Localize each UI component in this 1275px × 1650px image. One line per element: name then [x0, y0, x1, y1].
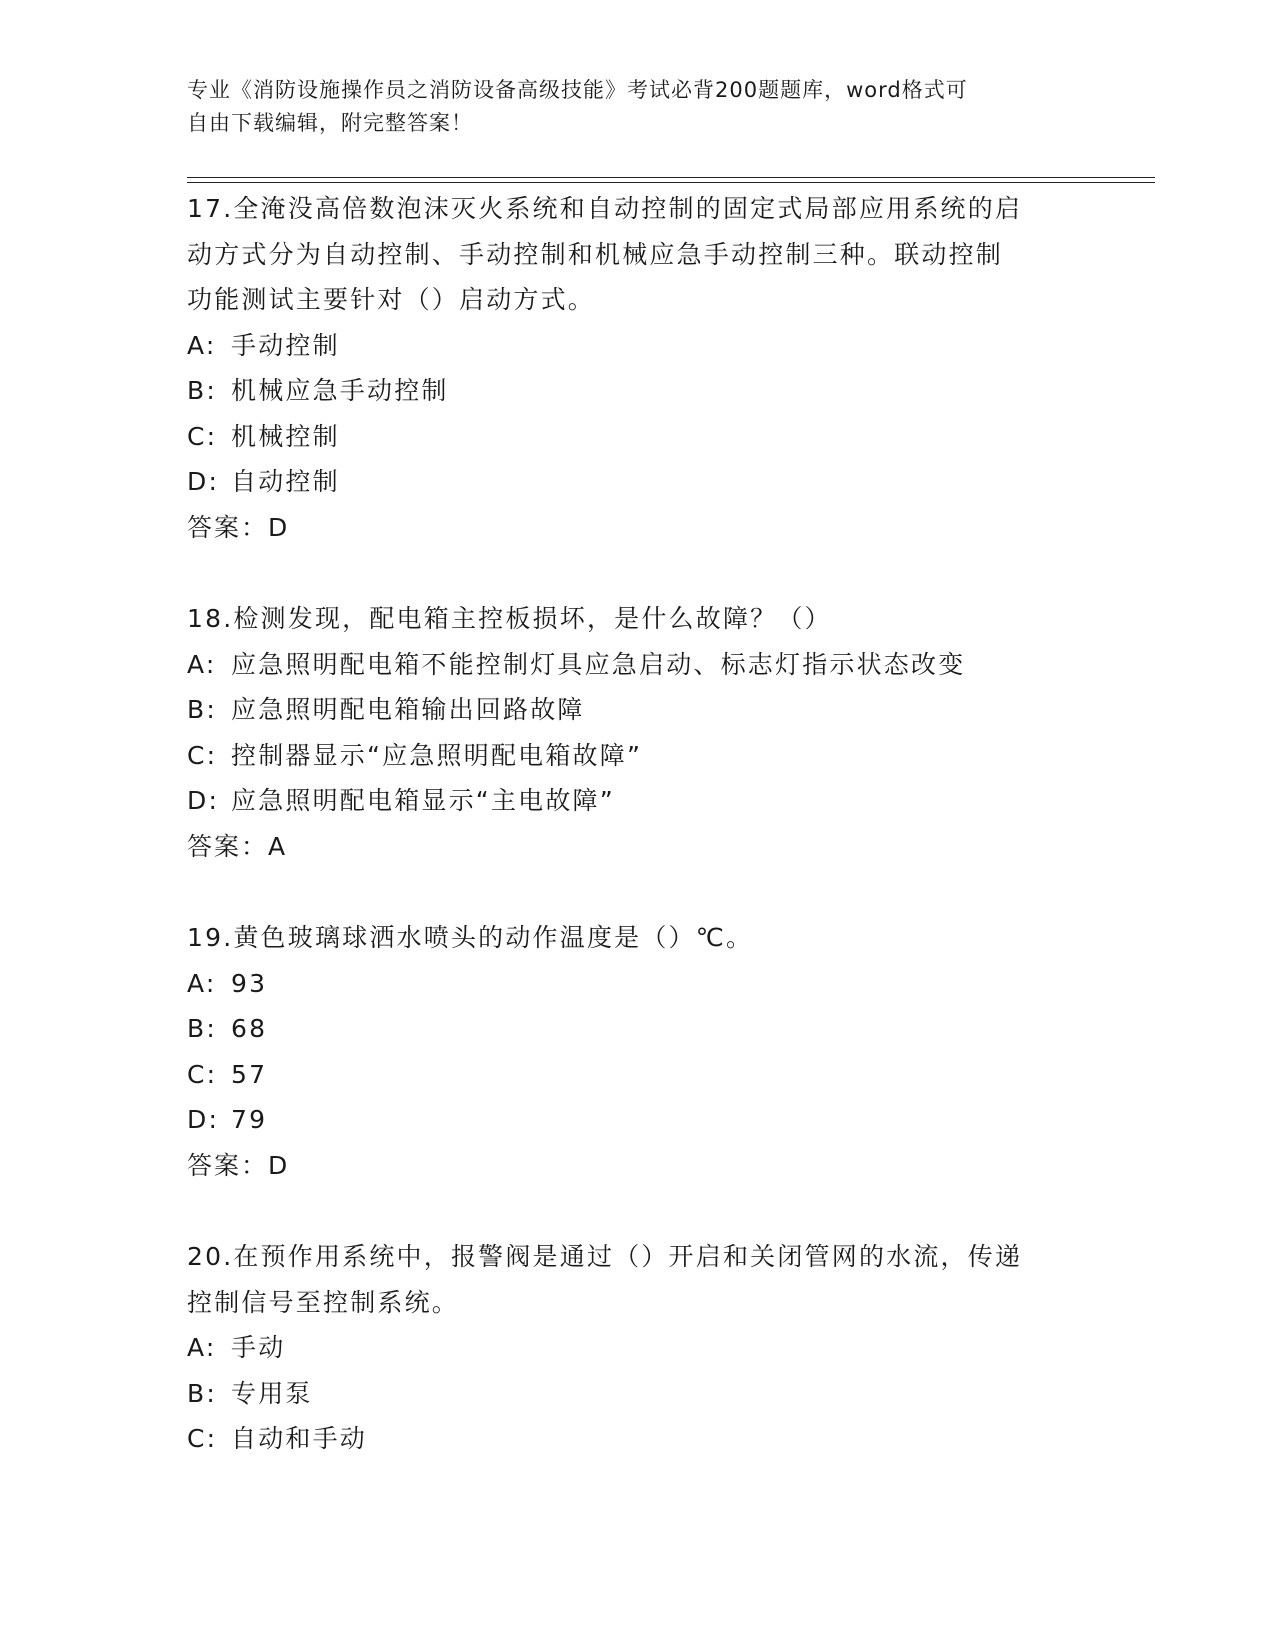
header-divider-bottom	[187, 182, 1155, 183]
question-list	[187, 186, 1087, 1462]
option-text: 应急照明配电箱显示“主电故障”	[231, 786, 615, 815]
option-c	[187, 733, 1087, 779]
option-text: 应急照明配电箱不能控制灯具应急启动、标志灯指示状态改变	[231, 649, 966, 679]
option-text: 机械控制	[231, 421, 340, 451]
option-letter: C:	[187, 421, 218, 451]
option-a	[187, 961, 1087, 1007]
option-letter: C:	[187, 1424, 218, 1453]
option-letter: B:	[187, 695, 217, 724]
option-text: 57	[231, 1059, 268, 1089]
option-text: 自动和手动	[231, 1424, 368, 1453]
answer-line: 答案：A	[187, 831, 288, 861]
option-text: 应急照明配电箱输出回路故障	[231, 695, 585, 724]
option-c	[187, 1416, 1087, 1462]
option-d	[187, 778, 1087, 824]
option-letter: C:	[187, 1059, 218, 1089]
option-text: 控制器显示“应急照明配电箱故障”	[231, 740, 643, 770]
option-b	[187, 1371, 1087, 1417]
option-letter: D:	[187, 786, 220, 815]
option-letter: A:	[187, 968, 217, 998]
option-letter: D:	[187, 1105, 220, 1134]
option-text: 68	[231, 1014, 268, 1043]
option-text: 手动控制	[231, 330, 340, 360]
option-letter: B:	[187, 1014, 217, 1043]
option-b	[187, 368, 1087, 414]
option-letter: C:	[187, 740, 218, 770]
option-b	[187, 1006, 1087, 1052]
option-text: 自动控制	[231, 467, 340, 496]
document-header	[187, 74, 1087, 140]
question-block	[187, 915, 1087, 1188]
question-stem: 20.在预作用系统中，报警阀是通过（）开启和关闭管网的水流，传递	[187, 1242, 1023, 1271]
option-a	[187, 642, 1087, 688]
spacer	[187, 869, 1087, 915]
question-block	[187, 186, 1087, 550]
question-stem: 19.黄色玻璃球洒水喷头的动作温度是（）℃。	[187, 923, 754, 952]
option-text: 手动	[231, 1333, 286, 1362]
answer-line: 答案：D	[187, 512, 290, 542]
option-text: 机械应急手动控制	[231, 376, 449, 405]
option-letter: B:	[187, 1378, 217, 1408]
question-stem: 功能测试主要针对（）启动方式。	[187, 285, 596, 314]
option-d	[187, 459, 1087, 505]
option-letter: D:	[187, 467, 220, 496]
header-divider-top	[187, 177, 1155, 178]
answer-line: 答案：D	[187, 1150, 290, 1180]
option-text: 93	[231, 968, 268, 998]
option-b	[187, 687, 1087, 733]
question-stem: 动方式分为自动控制、手动控制和机械应急手动控制三种。联动控制	[187, 239, 1004, 269]
spacer	[187, 1188, 1087, 1234]
option-letter: A:	[187, 649, 217, 679]
question-block	[187, 1234, 1087, 1462]
question-stem: 控制信号至控制系统。	[187, 1287, 460, 1317]
option-letter: A:	[187, 1333, 217, 1362]
option-a	[187, 1325, 1087, 1371]
option-a	[187, 323, 1087, 369]
option-text: 专用泵	[231, 1378, 313, 1408]
option-d	[187, 1097, 1087, 1143]
header-line-2: 自由下载编辑，附完整答案！	[187, 111, 473, 135]
question-stem: 18.检测发现，配电箱主控板损坏，是什么故障？（）	[187, 604, 832, 633]
question-stem: 17.全淹没高倍数泡沫灭火系统和自动控制的固定式局部应用系统的启	[187, 194, 1023, 223]
question-block	[187, 596, 1087, 869]
option-text: 79	[231, 1105, 268, 1134]
option-c	[187, 1052, 1087, 1098]
header-line-1: 专业《消防设施操作员之消防设备高级技能》考试必背200题题库，word格式可	[187, 78, 968, 102]
option-letter: B:	[187, 376, 217, 405]
option-c	[187, 414, 1087, 460]
option-letter: A:	[187, 330, 217, 360]
spacer	[187, 550, 1087, 596]
